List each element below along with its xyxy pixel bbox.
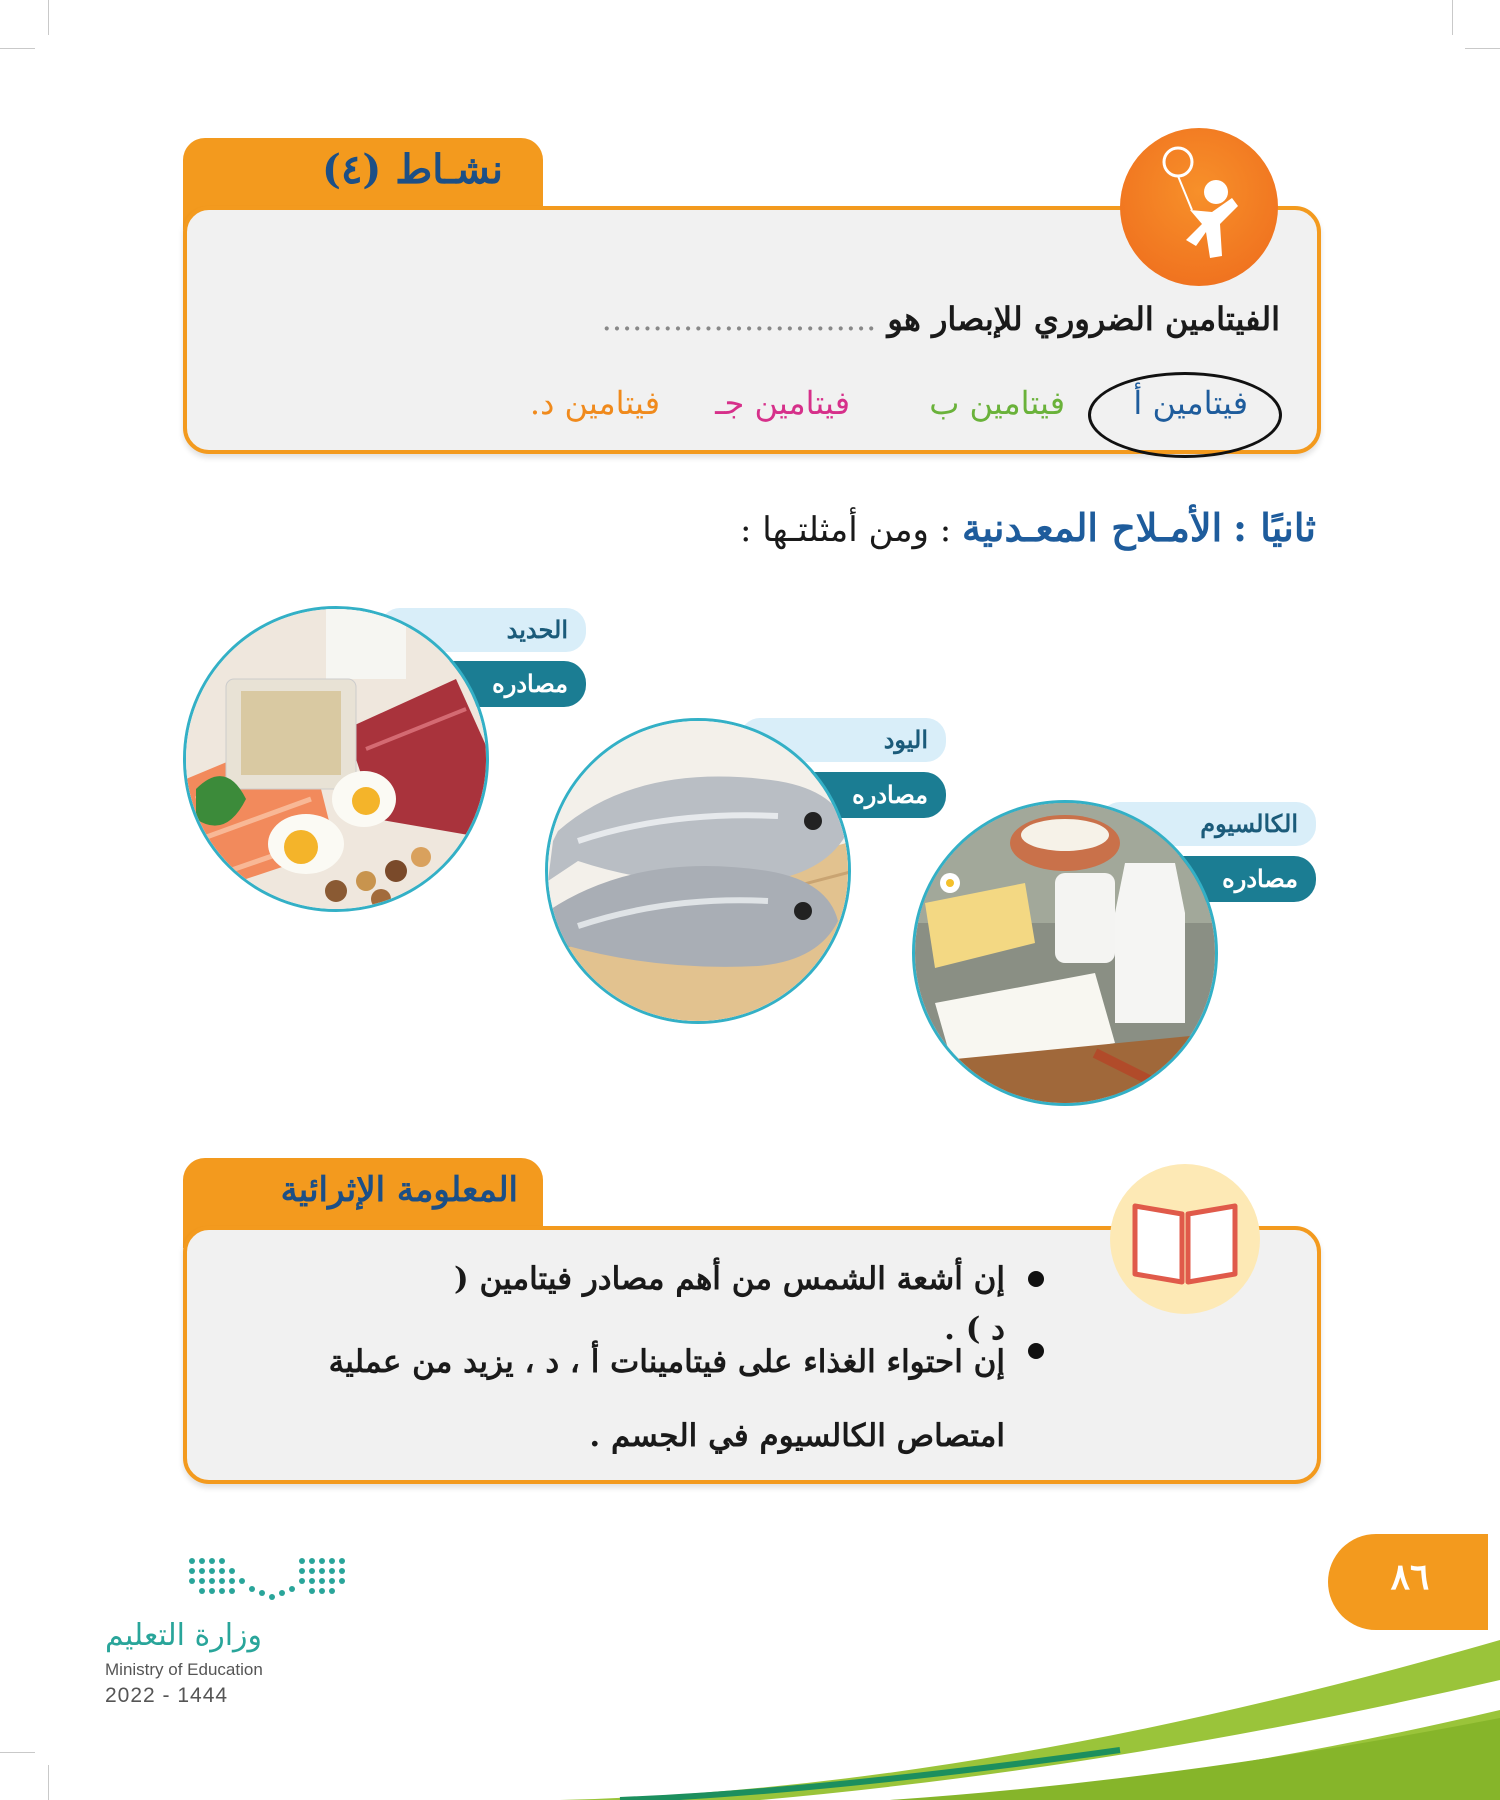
- section-suffix: : ومن أمثلتـها :: [739, 510, 952, 550]
- ministry-name-english: Ministry of Education: [105, 1660, 263, 1679]
- activity-title: نشـاط (٤): [322, 146, 503, 193]
- mineral-name-pill: اليود: [740, 718, 946, 762]
- page-number: ٨٦: [1390, 1556, 1430, 1598]
- crop-mark: [1465, 48, 1500, 49]
- enrichment-fact: إن احتواء الغذاء على فيتامينات أ ، د ، يزيد من عملية امتصاص الكالسيوم في الجسم .: [328, 1344, 1005, 1454]
- ministry-name-arabic: وزارة التعليم: [105, 1618, 263, 1653]
- crop-mark: [0, 48, 35, 49]
- fish-photo: [545, 718, 851, 1024]
- child-balloon-icon: [1120, 128, 1278, 286]
- bullet-icon: [1028, 1271, 1044, 1287]
- edition-year: 2022 - 1444: [105, 1684, 229, 1707]
- crop-mark: [48, 1765, 49, 1800]
- open-book-icon: [1110, 1164, 1260, 1314]
- enrichment-title: المعلومة الإثرائية: [280, 1170, 518, 1210]
- answer-blank: ...........................: [601, 300, 877, 338]
- choice-vitamin-b[interactable]: فيتامين ب: [929, 384, 1065, 422]
- crop-mark: [0, 1752, 35, 1753]
- mineral-name-pill: الكالسيوم: [1100, 802, 1316, 846]
- enrichment-fact: إن أشعة الشمس من أهم مصادر فيتامين ( د ) .: [454, 1261, 1005, 1347]
- sources-label-pill: مصادره: [1140, 856, 1316, 902]
- section-heading: [560, 505, 1316, 550]
- question-text: الفيتامين الضروري للإبصار هو: [887, 300, 1280, 338]
- choice-vitamin-a[interactable]: فيتامين أ: [1133, 384, 1248, 422]
- crop-mark: [48, 0, 49, 35]
- crop-mark: [1452, 0, 1453, 35]
- choice-vitamin-d[interactable]: فيتامين د.: [529, 384, 660, 422]
- bullet-icon: [1028, 1343, 1044, 1359]
- choice-vitamin-c[interactable]: فيتامين جـ: [715, 384, 850, 422]
- green-wave-decoration: [560, 1640, 1500, 1800]
- dairy-photo: [912, 800, 1218, 1106]
- activity-question: [600, 300, 1280, 338]
- sources-label-pill: مصادره: [420, 661, 586, 707]
- mineral-name-pill: الحديد: [380, 608, 586, 652]
- ministry-logo-dots: [186, 1555, 356, 1607]
- section-title: الأمـلاح المعـدنية: [962, 505, 1223, 550]
- iron-foods-photo: [183, 606, 489, 912]
- sources-label-pill: مصادره: [780, 772, 946, 818]
- section-prefix: ثانيًا :: [1232, 505, 1316, 550]
